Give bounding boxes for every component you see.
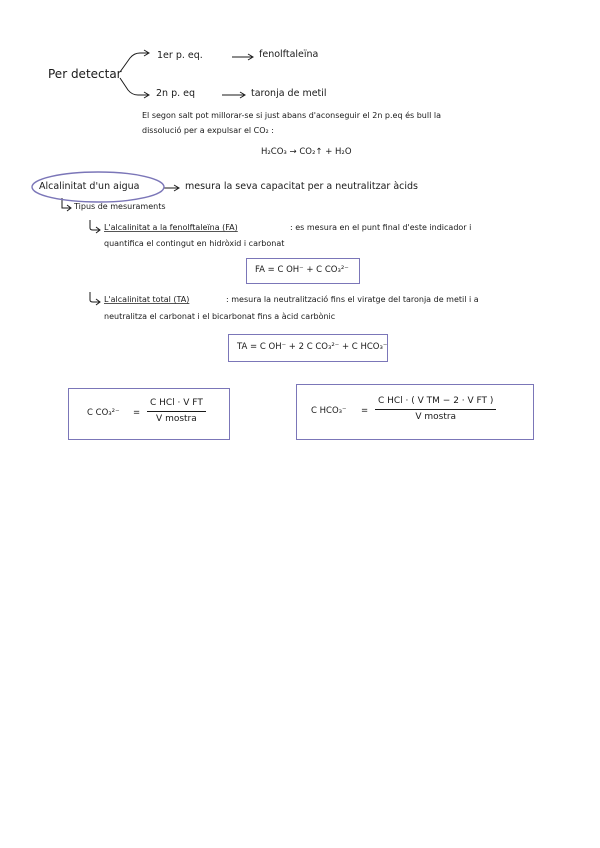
branch-1-result: fenolftaleïna [259, 49, 319, 60]
branch-1-label: 1er p. eq. [157, 50, 203, 61]
fa-desc-line-1: : es mesura en el punt final d'este indicador i [290, 223, 472, 232]
fraction-bar [375, 409, 496, 410]
detect-lead: Per detectar [48, 67, 122, 81]
ta-formula: TA = C OH⁻ + 2 C CO₃²⁻ + C HCO₃⁻ [237, 342, 388, 352]
note-line-2: dissolució per a expulsar el CO₂ : [142, 126, 274, 135]
bicarbonate-equals: = [361, 406, 369, 416]
alkalinity-definition: mesura la seva capacitat per a neutralitzar àcids [185, 181, 418, 192]
fraction-bar [147, 411, 206, 412]
ta-desc-line-2: neutralitza el carbonat i el bicarbonat fins a àcid carbònic [104, 312, 336, 321]
ta-formula-box [228, 334, 388, 362]
carbonate-equals: = [133, 408, 141, 418]
branch-line-1 [120, 53, 148, 72]
branch-2-label: 2n p. eq [156, 88, 196, 99]
fa-desc-line-2: quantifica el contingut en hidròxid i carbonat [104, 239, 285, 248]
bicarbonate-formula-box [296, 384, 534, 440]
note-line-1: El segon salt pot millorar-se si just abans d'aconseguir el 2n p.eq és bull la [142, 111, 441, 120]
bicarbonate-denominator: V mostra [415, 412, 457, 422]
fa-formula: FA = C OH⁻ + C CO₃²⁻ [255, 265, 349, 275]
ta-title: L'alcalinitat total (TA) [104, 295, 190, 304]
bicarbonate-numerator: C HCl · ( V TM − 2 · V FT ) [378, 396, 494, 406]
carbonate-fraction [147, 399, 206, 424]
fa-formula-box [246, 258, 360, 284]
carbonate-numerator: C HCl · V FT [150, 398, 203, 408]
types-heading: Tipus de mesuraments [74, 202, 166, 211]
carbonate-denominator: V mostra [156, 414, 197, 424]
carbonate-formula-box [68, 388, 230, 440]
carbonate-lhs: C CO₃²⁻ [87, 408, 120, 418]
bicarbonate-lhs: C HCO₃⁻ [311, 406, 347, 416]
alkalinity-term: Alcalinitat d'un aigua [39, 181, 140, 192]
branch-2-result: taronja de metil [251, 88, 327, 99]
fa-title: L'alcalinitat a la fenolftaleïna (FA) [104, 223, 238, 232]
ta-desc-line-1: : mesura la neutralització fins el viratge del taronja de metil i a [226, 295, 479, 304]
reaction-equation: H₂CO₃ → CO₂↑ + H₂O [261, 147, 352, 157]
bicarbonate-fraction [375, 397, 496, 422]
